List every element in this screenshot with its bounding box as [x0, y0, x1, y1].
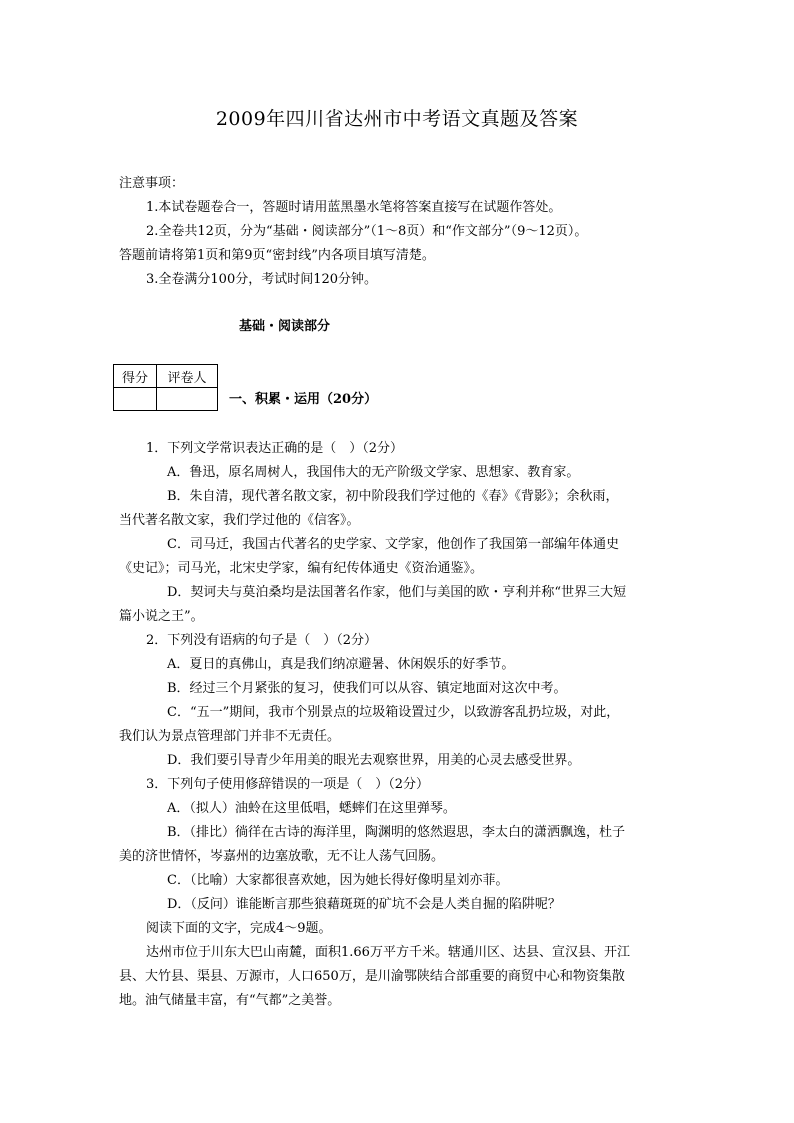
q3-option-b-cont: 美的济世情怀，岑嘉州的边塞放歌，无不让人荡气回肠。 — [119, 849, 445, 864]
q1-option-c-cont: 《史记》；司马光，北宋史学家，编有纪传体通史《资治通鉴》。 — [119, 561, 484, 576]
reading-passage-line-3: 地。油气储量丰富，有“气都”之美誉。 — [119, 993, 341, 1008]
notice-item-1: 1.本试卷题卷合一，答题时请用蓝黑墨水笔将答案直接写在试题作答处。 — [146, 200, 562, 215]
q2-option-c: C．“五一”期间，我市个别景点的垃圾箱设置过少，以致游客乱扔垃圾，对此， — [167, 705, 620, 720]
q2-option-a: A．夏日的真佛山，真是我们纳凉避暑、休闲娱乐的好季节。 — [167, 657, 515, 672]
part-title: 一、积累・运用（20分） — [229, 392, 378, 407]
q2-option-d: D．我们要引导青少年用美的眼光去观察世界，用美的心灵去感受世界。 — [167, 753, 581, 768]
q3-option-d: D．（反问）谁能断言那些狼藉斑斑的矿坑不会是人类自掘的陷阱呢？ — [167, 897, 561, 912]
q2-option-c-cont: 我们认为景点管理部门并非不无责任。 — [119, 729, 341, 744]
section-title: 基础・阅读部分 — [239, 319, 331, 334]
q1-option-c: C．司马迁，我国古代著名的史学家、文学家，他创作了我国第一部编年体通史 — [167, 537, 619, 552]
score-header: 得分 — [114, 365, 157, 388]
q1-option-b: B．朱自清，现代著名散文家，初中阶段我们学过他的《春》《背影》；余秋雨， — [167, 489, 619, 504]
q1-option-d: D．契诃夫与莫泊桑均是法国著名作家，他们与美国的欧・亨利并称“世界三大短 — [167, 585, 627, 600]
q1-option-a: A．鲁迅，原名周树人，我国伟大的无产阶级文学家、思想家、教育家。 — [167, 465, 580, 480]
grader-header: 评卷人 — [157, 365, 218, 388]
q3-option-c: C．（比喻）大家都很喜欢她，因为她长得好像明星刘亦菲。 — [167, 873, 509, 888]
question-3: 3．下列句子使用修辞错误的一项是（ ）（2分） — [146, 777, 430, 792]
grader-cell — [157, 388, 218, 411]
notice-item-2-cont: 答题前请将第1页和第9页“密封线”内各项目填写清楚。 — [119, 248, 435, 263]
notice-item-2: 2.全卷共12页，分为“基础・阅读部分”（1～8页）和“作文部分”（9～12页）。 — [146, 224, 588, 239]
notice-item-3: 3.全卷满分100分，考试时间120分钟。 — [146, 272, 378, 287]
q3-option-a: A．（拟人）油蛉在这里低唱，蟋蟀们在这里弹琴。 — [167, 801, 456, 816]
reading-passage-line-2: 县、大竹县、渠县、万源市，人口650万，是川渝鄂陕结合部重要的商贸中心和物资集散 — [119, 969, 625, 984]
score-cell — [114, 388, 157, 411]
score-table — [113, 364, 218, 411]
question-1: 1．下列文学常识表达正确的是（ ）（2分） — [146, 441, 404, 456]
q1-option-b-cont: 当代著名散文家，我们学过他的《信客》。 — [119, 513, 360, 528]
q2-option-b: B．经过三个月紧张的复习，使我们可以从容、镇定地面对这次中考。 — [167, 681, 567, 696]
document-title: 2009年四川省达州市中考语文真题及答案 — [215, 108, 579, 130]
question-2: 2．下列没有语病的句子是（ ）（2分） — [146, 633, 378, 648]
q3-option-b: B．（排比）徜徉在古诗的海洋里，陶渊明的悠然遐思，李太白的潇洒飘逸，杜子 — [167, 825, 626, 840]
q1-option-d-cont: 篇小说之王”。 — [119, 609, 204, 624]
reading-passage-line-1: 达州市位于川东大巴山南麓，面积1.66万平方千米。辖通川区、达县、宣汉县、开江 — [146, 945, 630, 960]
reading-instruction: 阅读下面的文字，完成4～9题。 — [146, 921, 332, 936]
notice-heading: 注意事项： — [119, 176, 185, 191]
